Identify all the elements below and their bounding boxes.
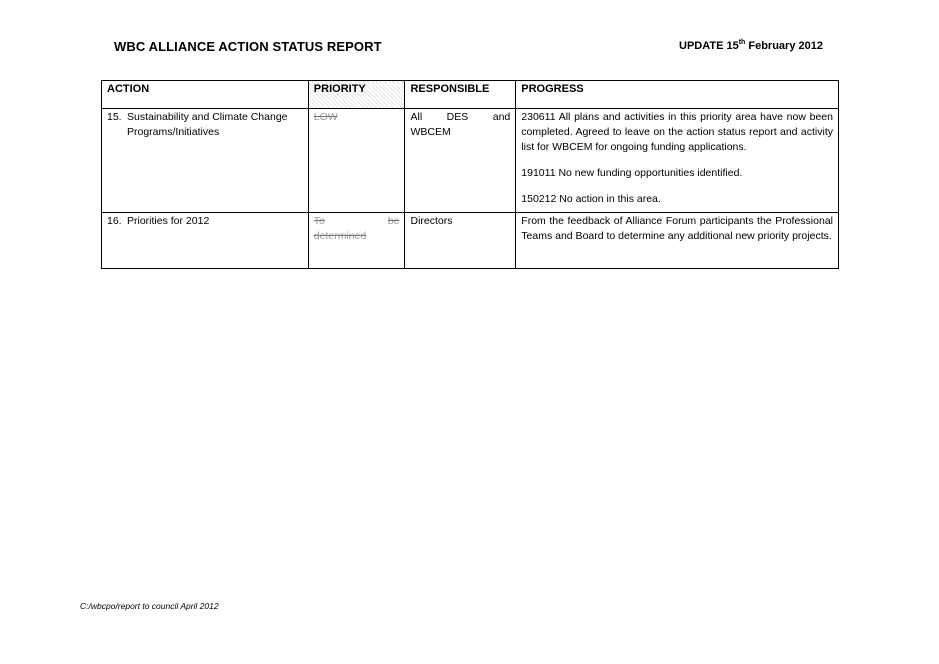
responsible-line-2: WBCEM [410,126,451,138]
priority-word: be [387,215,400,227]
responsible-word: and [492,111,511,123]
priority-value: LOW [313,111,338,123]
action-cell [102,109,309,213]
update-date [679,40,823,52]
update-ordinal-suffix: th [738,39,746,46]
column-header-action: ACTION [102,81,309,109]
action-text: Priorities for 2012 [127,215,210,227]
progress-entry: 191011 No new funding opportunities identified. [521,167,743,179]
progress-entry: From the feedback of Alliance Forum participants the Professional Teams and Board to determine any additional new priority projects. [521,215,833,242]
priority-line-1 [314,214,400,229]
priority-cell [308,109,405,213]
responsible-word: All [410,111,423,123]
responsible-word: DES [446,111,469,123]
responsible-value: Directors [410,215,453,227]
responsible-cell [405,213,516,269]
column-header-priority: PRIORITY [308,81,405,109]
table-row [102,109,839,213]
action-text: Sustainability and Climate Change Programs/Initiatives [127,111,288,138]
column-header-progress: PROGRESS [516,81,839,109]
priority-cell [308,213,405,269]
action-number: 15. [107,111,122,123]
action-status-table [101,80,839,269]
responsible-cell [405,109,516,213]
progress-cell [516,213,839,269]
table-header-row [102,81,839,109]
update-month-year: February 2012 [745,40,823,52]
progress-cell [516,109,839,213]
progress-entry: 150212 No action in this area. [521,193,661,205]
responsible-line-1 [410,110,510,125]
action-number: 16. [107,215,122,227]
column-header-responsible: RESPONSIBLE [405,81,516,109]
priority-word: To [313,215,325,227]
table-row [102,213,839,269]
report-title: WBC ALLIANCE ACTION STATUS REPORT [114,39,382,54]
progress-entry: 230611 All plans and activities in this priority area have now been completed. Agreed to leave on the action status report and activity list for WBCEM for ongoing funding applications. [521,111,833,153]
footer-file-path: C:/wbcpo/report to council April 2012 [80,601,219,611]
action-cell [102,213,309,269]
priority-line-2: determined [313,230,367,242]
update-prefix: UPDATE 15 [679,40,739,52]
